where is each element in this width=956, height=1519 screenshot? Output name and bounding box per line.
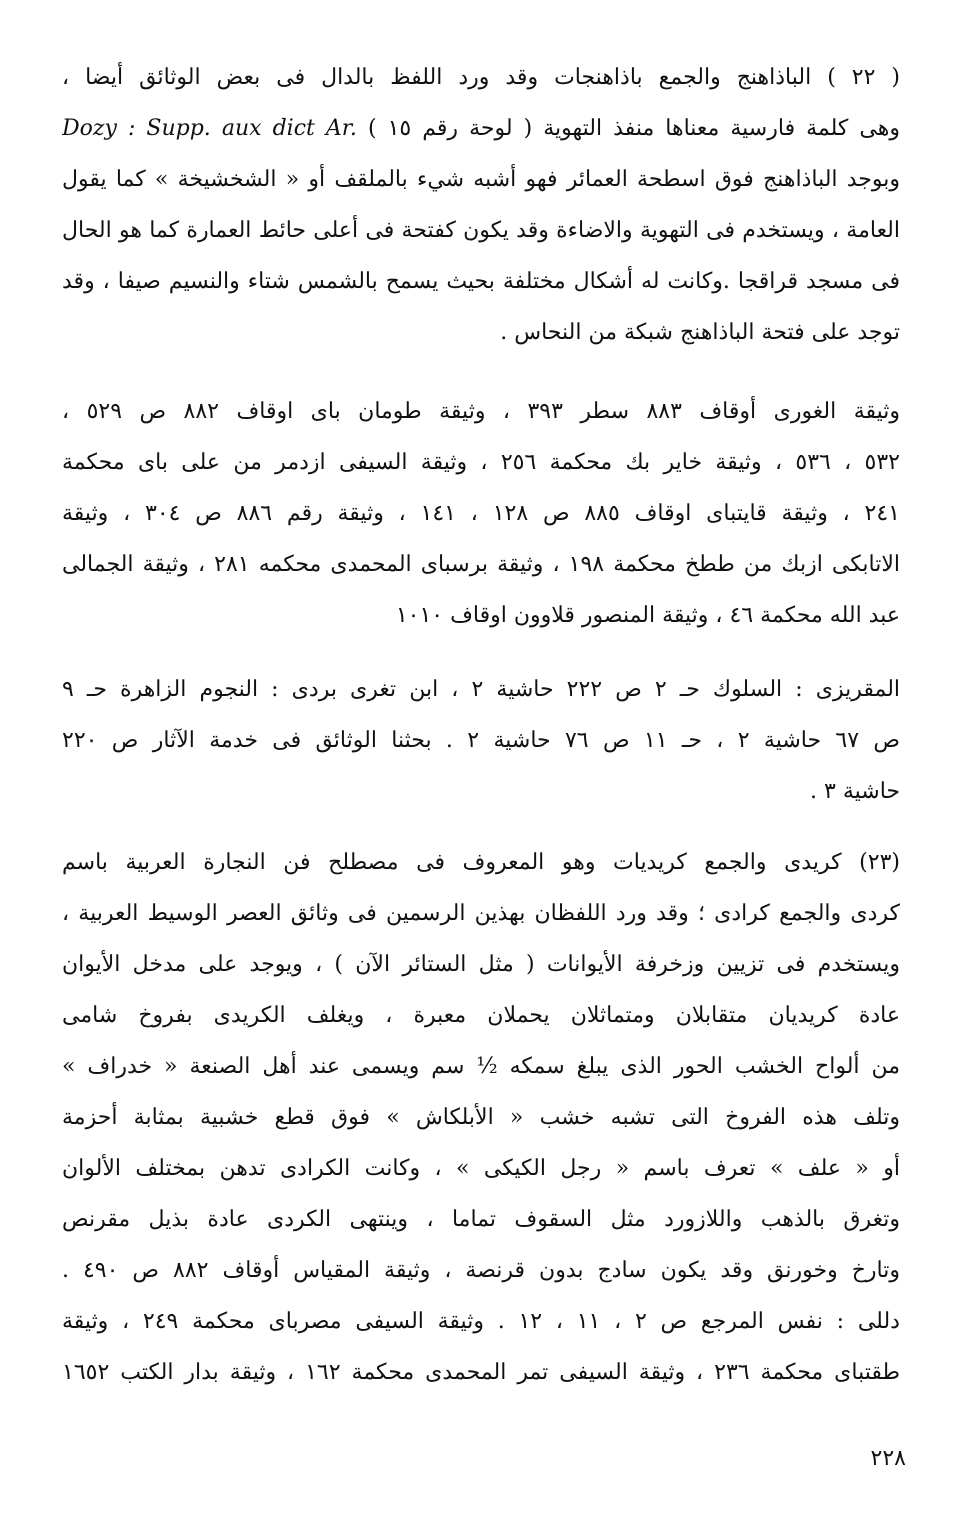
note-23-line: وتارخ وخورنق وقد يكون سادج بدون قرنصة ، وثيقة المقياس أوقاف ٨٨٢ ص ٤٩٠ . xyxy=(62,1258,900,1283)
references-22-line: الاتابكى ازبك من ططخ محكمة ١٩٨ ، وثيقة برسباى المحمدى محكمه ٢٨١ ، وثيقة الجمالى xyxy=(62,552,900,577)
note-23-line: كردى والجمع كرادى ؛ وقد ورد اللفظان بهذين الرسمين فى وثائق العصر الوسيط العربية ، xyxy=(62,901,900,926)
note-22-line: وبوجد الباذاهنج فوق اسطحة العمائر فهو أشبه شيء بالملقف أو « الشخشيخة » كما يقول xyxy=(62,167,900,192)
maqrizi-references xyxy=(62,664,900,817)
references-22-line: ٢٤١ ، وثيقة قايتباى اوقاف ٨٨٥ ص ١٢٨ ، ١٤١ ، وثيقة رقم ٨٨٦ ص ٣٠٤ ، وثيقة xyxy=(62,501,900,526)
note-23-line: أو « علف » تعرف باسم « رجل الكيكى » ، وكانت الكرادى تدهن بمختلف الألوان xyxy=(62,1156,900,1181)
note-23-line: من ألواح الخشب الحور الذى يبلغ سمكه ½ سم ويسمى عند أهل الصنعة « خدراف » xyxy=(62,1054,900,1079)
note-23-line: (٢٣) كريدى والجمع كريديات وهو المعروف فى مصطلح فن النجارة العربية باسم xyxy=(62,850,900,875)
note-23-line: وتغرق بالذهب واللازورد مثل السقوف تماما ، وينتهى الكردى عادة بذيل مقرنص xyxy=(62,1207,900,1232)
references-22 xyxy=(62,386,900,641)
references-22-line: عبد الله محكمة ٤٦ ، وثيقة المنصور قلاوون اوقاف ١٠١٠ xyxy=(395,603,900,628)
page-body xyxy=(62,52,900,1398)
note-23-line: طقتباى محكمة ٢٣٦ ، وثيقة السيفى تمر المحمدى محكمة ١٦٢ ، وثيقة بدار الكتب ١٦٥٢ xyxy=(62,1360,900,1385)
references-22-line: وثيقة الغورى أوقاف ٨٨٣ سطر ٣٩٣ ، وثيقة طومان باى اوقاف ٨٨٢ ص ٥٢٩ ، xyxy=(62,399,900,424)
dozy-reference: Dozy : Supp. aux dict Ar. xyxy=(62,116,357,141)
note-23 xyxy=(62,837,900,1398)
note-22 xyxy=(62,52,900,358)
note-23-line: ويستخدم فى تزيين وزخرفة الأيوانات ( مثل الستائر الآن ) ، ويوجد على مدخل الأيوان xyxy=(62,952,900,977)
maqrizi-line: ص ٦٧ حاشية ٢ ، حـ ١١ ص ٧٦ حاشية ٢ . بحثنا الوثائق فى خدمة الآثار ص ٢٢٠ xyxy=(62,728,900,753)
maqrizi-line: المقريزى : السلوك حـ ٢ ص ٢٢٢ حاشية ٢ ، ابن تغرى بردى : النجوم الزاهرة حـ ٩ xyxy=(62,677,900,702)
note-22-line xyxy=(62,103,900,154)
note-23-line: عادة كريديان متقابلان ومتماثلان يحملان معبرة ، ويغلف الكريدى بفروخ شامى xyxy=(62,1003,900,1028)
note-22-line-text: وهى كلمة فارسية معناها منفذ التهوية ( لوحة رقم ١٥ ) xyxy=(367,116,900,141)
note-22-line: توجد على فتحة الباذاهنج شبكة من النحاس . xyxy=(500,320,900,345)
note-22-line: العامة ، ويستخدم فى التهوية والاضاءة وقد يكون كفتحة فى أعلى حائط العمارة كما هو الحال xyxy=(62,218,900,243)
note-22-line: ( ٢٢ ) الباذاهنج والجمع باذاهنجات وقد ورد اللفظ بالدال فى بعض الوثائق أيضا ، xyxy=(62,65,900,90)
note-22-line: فى مسجد قراقجا .وكانت له أشكال مختلفة بحيث يسمح بالشمس شتاء والنسيم صيفا ، وقد xyxy=(62,269,900,294)
maqrizi-line: حاشية ٣ . xyxy=(810,779,900,804)
page-number: ٢٢٨ xyxy=(870,1446,906,1471)
note-23-line: وتلف هذه الفروخ التى تشبه خشب « الأبلكاش » فوق قطع خشبية بمثابة أحزمة xyxy=(62,1105,900,1130)
note-23-line: دللى : نفس المرجع ص ٢ ، ١١ ، ١٢ . وثيقة السيفى مصرباى محكمة ٢٤٩ ، وثيقة xyxy=(62,1309,900,1334)
references-22-line: ٥٣٢ ، ٥٣٦ ، وثيقة خاير بك محكمة ٢٥٦ ، وثيقة السيفى ازدمر من على باى محكمة xyxy=(62,450,900,475)
